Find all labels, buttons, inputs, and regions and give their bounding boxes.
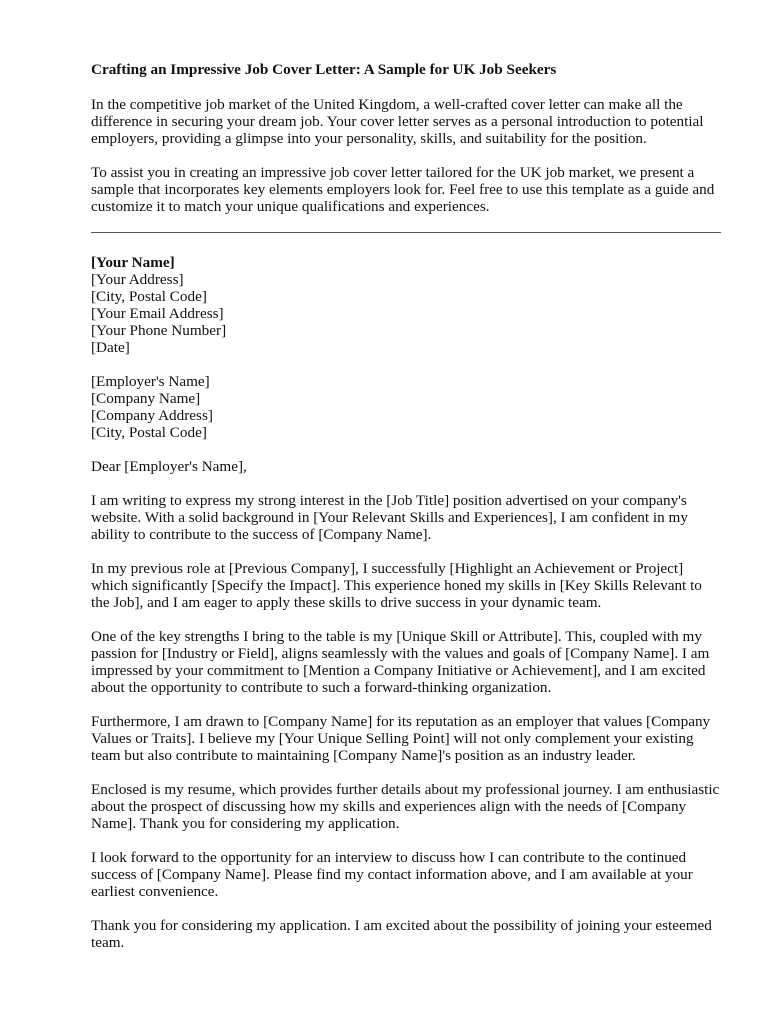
letter-paragraph: Thank you for considering my application. I am excited about the possibility of joining your esteemed team. xyxy=(91,917,712,951)
sender-address: [Your Address] xyxy=(91,271,184,288)
sender-city-postal: [City, Postal Code] xyxy=(91,288,207,305)
sender-phone: [Your Phone Number] xyxy=(91,322,227,339)
recipient-address: [Company Address] xyxy=(91,407,213,424)
letter-paragraph: Furthermore, I am drawn to [Company Name] for its reputation as an employer that values [Company Values or Traits]. I believe my [Your Unique Selling Point] will not only complement your existing team but also contribute to maintaining [Company Name]'s position as an industry leader. xyxy=(91,713,711,764)
letter-paragraph: I look forward to the opportunity for an interview to discuss how I can contribute to the continued success of [Company Name]. Please find my contact information above, and I am available at your earliest convenience. xyxy=(91,849,693,900)
recipient-company: [Company Name] xyxy=(91,390,201,407)
letter-paragraph: Enclosed is my resume, which provides further details about my professional journey. I am enthusiastic about the prospect of discussing how my skills and experiences align with the needs of [Company Name]. Thank you for considering my application. xyxy=(91,781,720,832)
sender-address-block xyxy=(91,254,722,356)
letter-paragraph: One of the key strengths I bring to the table is my [Unique Skill or Attribute]. This, coupled with my passion for [Industry or Field], aligns seamlessly with the values and goals of [Company Name]. I am impressed by your commitment to [Mention a Company Initiative or Achievement], and I am excited about the opportunity to contribute to such a forward-thinking organization. xyxy=(91,628,710,696)
letter-paragraph: In my previous role at [Previous Company], I successfully [Highlight an Achievement or Project] which significantly [Specify the Impact]. This experience honed my skills in [Key Skills Relevant to the Job], and I am eager to apply these skills to drive success in your dynamic team. xyxy=(91,560,702,611)
recipient-name: [Employer's Name] xyxy=(91,373,210,390)
letter-paragraph: I am writing to express my strong interest in the [Job Title] position advertised on your company's website. With a solid background in [Your Relevant Skills and Experiences], I am confident in my ability to contribute to the success of [Company Name]. xyxy=(91,492,688,543)
intro-paragraph: To assist you in creating an impressive job cover letter tailored for the UK job market, we present a sample that incorporates key elements employers look for. Feel free to use this template as a guide and customize it to match your unique qualifications and experiences. xyxy=(91,164,715,215)
salutation: Dear [Employer's Name], xyxy=(91,458,247,475)
letter-date: [Date] xyxy=(91,339,130,356)
document-title: Crafting an Impressive Job Cover Letter: A Sample for UK Job Seekers xyxy=(91,61,557,78)
horizontal-divider xyxy=(91,232,721,233)
sender-email: [Your Email Address] xyxy=(91,305,224,322)
intro-paragraph: In the competitive job market of the United Kingdom, a well-crafted cover letter can make all the difference in securing your dream job. Your cover letter serves as a personal introduction to potential employers, providing a glimpse into your personality, skills, and suitability for the position. xyxy=(91,96,704,147)
sender-name: [Your Name] xyxy=(91,254,175,271)
recipient-city-postal: [City, Postal Code] xyxy=(91,424,207,441)
recipient-address-block xyxy=(91,373,722,441)
